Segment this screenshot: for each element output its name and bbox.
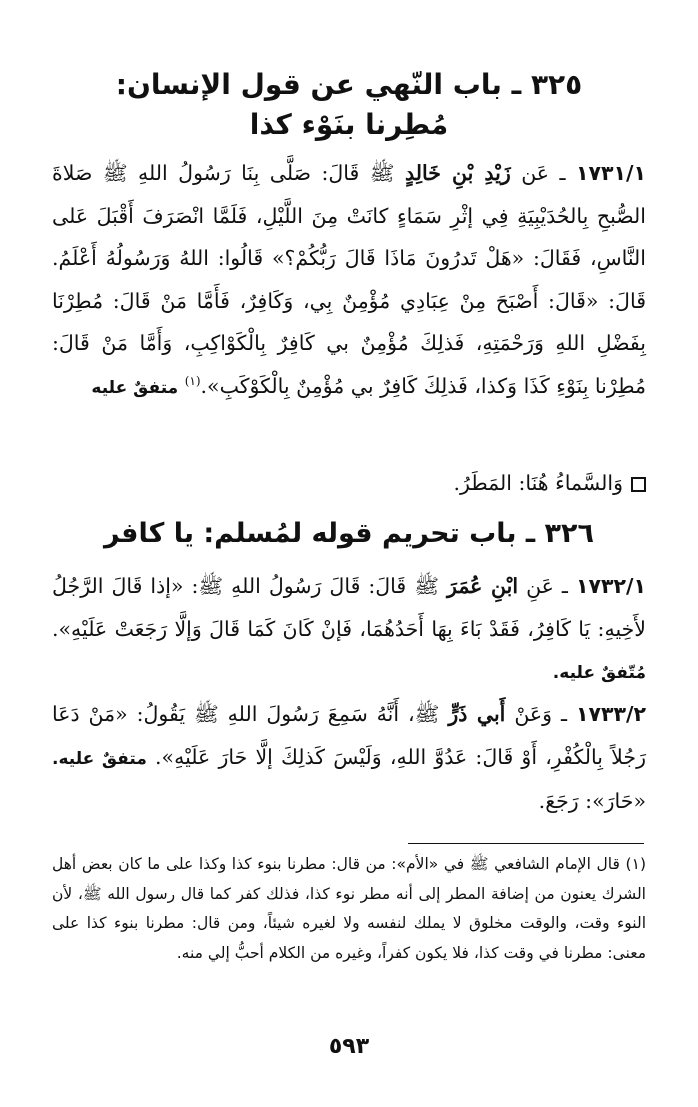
hadith-connector: ـ وَعَنْ: [514, 702, 567, 726]
narrator-name: ابْنِ عُمَرَ: [447, 574, 519, 598]
explanatory-note: [52, 463, 646, 503]
footnote-divider: [408, 843, 644, 844]
hadith-1733: [52, 693, 646, 828]
footnote-number: (١): [625, 855, 646, 873]
hadith-connector: ـ عَن: [521, 161, 566, 185]
narrator-name: زَيْدِ بْنِ خَالِدٍ: [405, 161, 511, 185]
hadith-text: ﷺ قَالَ: صَلَّى بِنَا رَسُولُ اللهِ ﷺ صَلاةَ الصُّبحِ بِالحُدَيْبِيَةِ فِي إثْرِ سَمَاءٍ كانَتْ مِنَ اللَّيْلِ، فَلَمَّا انْصَرَفَ أَقْبَلَ عَلى النَّاسِ، فَقَالَ: «هَلْ تَدرُونَ مَاذَا قَالَ رَبُّكُمْ؟» قَالُوا: اللهُ وَرَسُولُهُ أَعْلَمُ. قَالَ: «قَالَ: أَصْبَحَ مِنْ عِبَادِي مُؤْمِنٌ بِي، وَكَافِرٌ، فَأَمَّا مَنْ قَالَ: مُطِرْنَا بِفَضْلِ اللهِ وَرَحْمَتِهِ، فَذلِكَ مُؤْمِنٌ بي كَافِرٌ بِالْكَوْاكِبِ، وَأَمَّا مَنْ قَالَ: مُطِرْنا بِنَوْءِ كَذَا وَكذا، فَذلِكَ كَافِرٌ بي مُؤْمِنٌ بِالْكَوْكَبِ».: [52, 161, 646, 398]
chapter-title-326: ٣٢٦ ـ باب تحريم قوله لمُسلم: يا كافر: [103, 518, 594, 549]
note-text: وَالسَّماءُ هُنَا: المَطَرُ.: [453, 471, 623, 495]
chapter-title-325: ٣٢٥ ـ باب النّهي عن قول الإنسان:: [115, 68, 583, 101]
hadith-text: ﷺ قَالَ: قَالَ رَسُولُ اللهِ ﷺ: «إذا قَالَ الرَّجُلُ لأَخِيهِ: يَا كَافِرُ، فَقَدْ بَاءَ بِهَا أَحَدُهُمَا، فَإنْ كَانَ كَمَا قَالَ وَإلَّا رَجَعَتْ عَلَيْهِ».: [52, 574, 646, 641]
square-bullet-icon: [631, 477, 646, 492]
chapter-subtitle-325: مُطِرنا بنَوْء كذا: [249, 108, 449, 141]
footnote: [52, 850, 646, 968]
footnote-text: قال الإمام الشافعي ﷺ في «الأم»: من قال: مطرنا بنوء كذا وكذا على ما كان بعض أهل الشرك يعنون من إضافة المطر إلى أنه مطر نوء كذا، فذلك كفر كما قال رسول الله ﷺ، لأن النوء وقت، والوقت مخلوق لا يملك لنفسه ولا لغيره شيئاً، ومن قال: مطرنا بنوء كذا على معنى: مطرنا في وقت كذا، فلا يكون كفراً، وغيره من الكلام أحبُّ إلي منه.: [52, 855, 646, 962]
word-gloss: «حَارَ»: رَجَعَ.: [538, 789, 646, 813]
hadith-number: ١٧٣٣/٢: [575, 702, 646, 726]
narrator-name: أَبي ذَرٍّ: [448, 702, 506, 726]
hadith-number: ١٧٣١/١: [575, 161, 646, 185]
hadith-number: ١٧٣٢/١: [575, 574, 646, 598]
hadith-verdict: متفقٌ عليه: [91, 377, 179, 398]
hadith-1732: [52, 565, 646, 685]
page-number: ٥٩٣: [328, 1034, 370, 1059]
hadith-verdict: متفقٌ عليه.: [52, 748, 147, 769]
hadith-text: ﷺ، أَنَّهُ سَمِعَ رَسُولَ اللهِ ﷺ يَقُولُ: «مَنْ دَعَا رَجُلاً بِالْكُفْرِ، أَوْ قَالَ: عَدُوَّ اللهِ، وَلَيْسَ كَذلِكَ إلَّا حَارَ عَلَيْهِ».: [52, 702, 646, 769]
hadith-verdict: مُتّفقٌ عليه.: [552, 663, 646, 683]
footnote-marker: (١): [184, 373, 201, 388]
hadith-1731: [52, 152, 646, 470]
hadith-connector: ـ عَنِ: [526, 574, 568, 598]
